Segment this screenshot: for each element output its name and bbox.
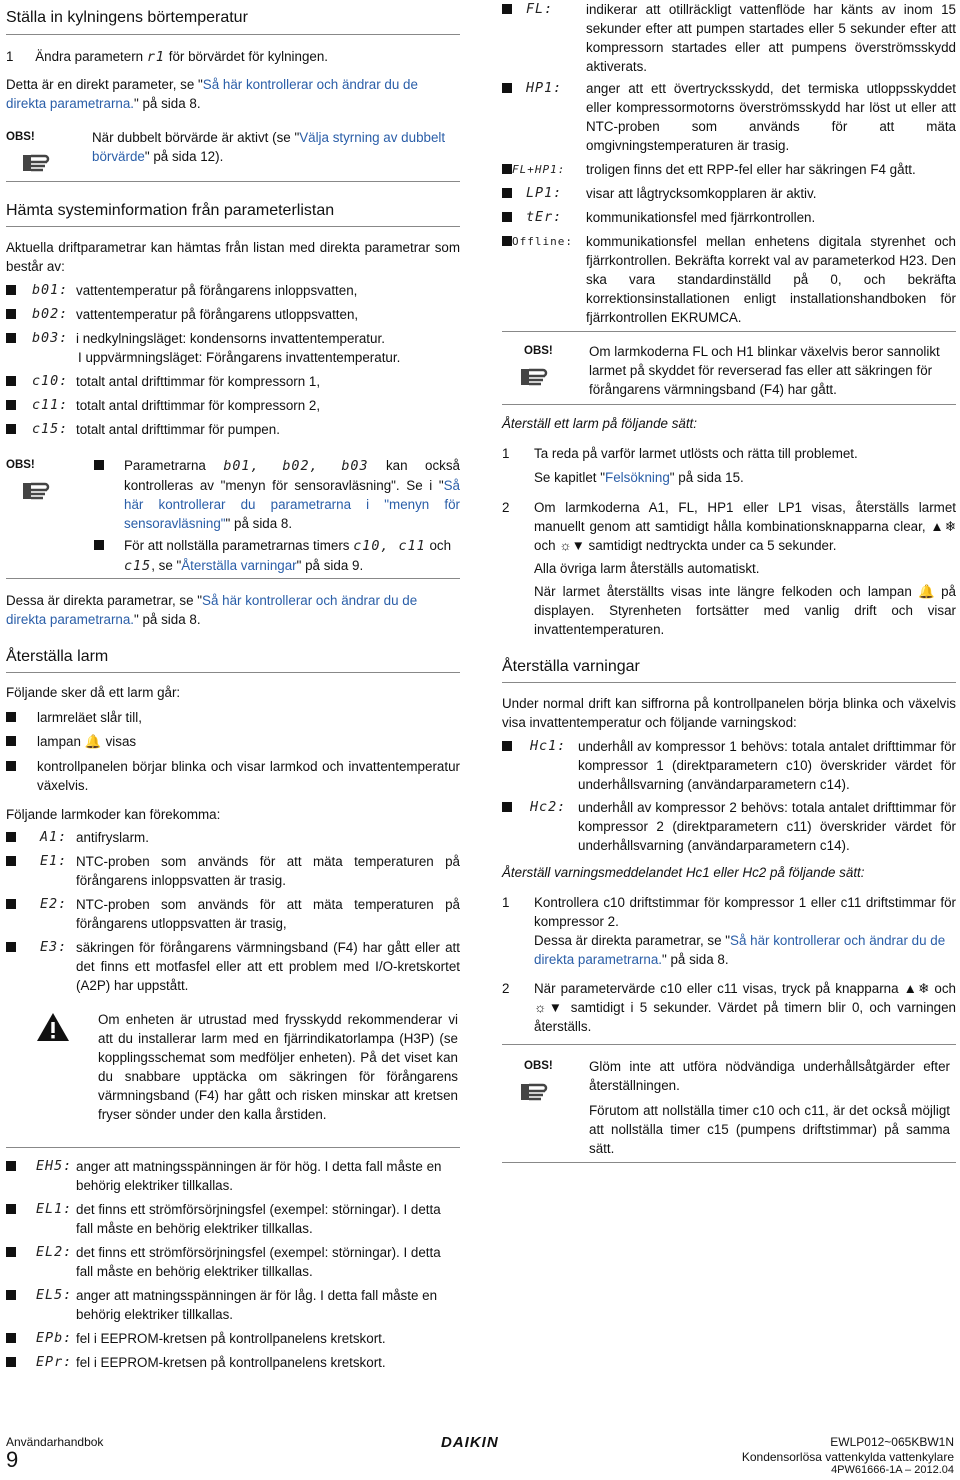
step-sub-text: Se kapitlet "	[534, 470, 606, 485]
param-code: b01:	[32, 283, 69, 298]
alarm-code-text: troligen finns det ett RPP-fel eller har säkringen F4 gått.	[586, 162, 916, 177]
alarm-code-item	[6, 938, 460, 995]
alarm-code: EPr:	[36, 1355, 73, 1370]
alarm-code: E1:	[40, 854, 68, 869]
obs-text: Förutom att nollställa timer c10 och c11, är det också möjligt att nollställa timer c15 (pumpens driftstimmar) på samma sätt.	[589, 1103, 950, 1156]
step-number: 1	[502, 895, 510, 910]
manual-link[interactable]: Så här kontrollerar och ändrar du de direkta parametrarna.	[6, 593, 418, 627]
param-item	[6, 305, 460, 324]
bullet	[94, 540, 104, 550]
manual-link[interactable]: Så här kontrollerar och ändrar du de direkta parametrarna.	[534, 933, 946, 967]
obs-text: Om larmkoderna FL och H1 blinkar växelvis beror sannolikt larmet på skyddet för reverserad fas eller att säkringen för förångarens värmningsband (F4) har gått.	[589, 344, 940, 397]
alarm-code: EPb:	[36, 1331, 73, 1346]
alarm-code-text: indikerar att otillräckligt vattenflöde har känts av inom 15 sekunder efter att pumpen startades eller 5 sekunder efter att kompressorn startades eller att pumpens överströmsskydd aktiverats.	[586, 2, 956, 74]
codes-intro: Följande larmkoder kan förekomma:	[6, 807, 221, 822]
step-number: 2	[502, 981, 510, 996]
bell-icon: 🔔	[84, 734, 102, 749]
step-number: 2	[502, 500, 510, 515]
obs-label: OBS!	[524, 1060, 553, 1072]
alarm-code-text: anger att ett övertrycksskydd, det termiska utloppsskyddet eller kompressormotorns överströmsskydd har löst ut eller att NTC-proben som används för att mäta omgivningstemperaturen är trasig.	[586, 81, 956, 153]
param-code: c10:	[32, 374, 69, 389]
footer-page-number: 9	[6, 1447, 19, 1472]
alarm-code: LP1:	[526, 186, 563, 201]
alarm-code-item	[502, 160, 956, 179]
alarm-item	[6, 757, 460, 795]
obs-text	[92, 128, 460, 166]
alarm-code: tEr:	[526, 210, 563, 225]
obs-text-b: " på sida 12).	[144, 149, 224, 164]
section-title-reset-warnings: Återställa varningar	[502, 658, 640, 675]
divider	[6, 672, 460, 673]
reset-after-b: på displayen. Styrenheten fortsätter med vanlig drift och visar invattentemperaturen.	[534, 584, 956, 637]
alarm-code-text: fel i EEPROM-kretsen på kontrollpanelens kretskort.	[76, 1331, 386, 1346]
divider	[502, 1162, 956, 1163]
note-hand-icon	[22, 478, 54, 500]
obs-text-a: När dubbelt börvärde är aktivt (se "	[92, 130, 300, 145]
section-title-cooling-setpoint: Ställa in kylningens börtemperatur	[6, 9, 248, 26]
divider	[6, 226, 460, 227]
alarm-code: E3:	[40, 940, 68, 955]
step-text-a: Ändra parametern	[35, 49, 144, 64]
manual-link[interactable]: Felsökning	[605, 470, 670, 485]
alarm-code-text: kommunikationsfel mellan enhetens digitala styrenhet och fjärrkontrollen. Bekräfta korrekt val av parameterkod H23. Den ska vara standardinställd på 0, och bekräfta korrektionsinstallationen enligt installationshandboken för fjärrkontrollen EKRUMCA.	[586, 234, 956, 325]
manual-link[interactable]: Så här kontrollerar och ändrar du de direkta parametrarna.	[6, 77, 418, 111]
warning-code-item	[502, 737, 956, 794]
warning-icon	[36, 1012, 70, 1042]
note-text: " på sida 8.	[134, 612, 201, 627]
obs-label: OBS!	[524, 345, 553, 357]
param-text: vattentemperatur på förångarens inloppsvatten,	[76, 283, 358, 298]
reset-after-a: När larmet återställts visas inte längre felkoden och lampan	[534, 584, 912, 599]
manual-link[interactable]: Så här kontrollerar du parametrarna i "menyn för sensoravläsning"	[124, 478, 460, 531]
alarm-code-item	[502, 232, 956, 327]
param-item	[6, 329, 460, 348]
alarm-item	[6, 732, 460, 751]
step-sub	[534, 931, 956, 969]
warn-reset-heading: Återställ varningsmeddelandet Hc1 eller Hc2 på följande sätt:	[502, 865, 865, 880]
param-code: c15:	[32, 422, 69, 437]
divider	[502, 404, 956, 405]
warn-intro: Under normal drift kan siffrorna på kontrollpanelen börja blinka och växelvis visa invattentemperatur och följande varningskod:	[502, 696, 956, 730]
obs-label: OBS!	[6, 459, 35, 471]
param-text: totalt antal drifttimmar för kompressorn 1,	[76, 374, 321, 389]
footer-product: Kondensorlösa vattenkylda vattenkylare	[741, 1450, 954, 1464]
note-hand-icon	[22, 150, 54, 172]
alarm-code-item	[502, 79, 956, 155]
divider	[502, 682, 956, 683]
warning-code-text: underhåll av kompressor 2 behövs: totala antalet drifttimmar för kompressor 2 (direktparametern c11) överskrider värdet för underhållsvarning (användarparametern c14).	[578, 800, 956, 853]
alarm-code-item	[6, 1353, 460, 1372]
param-text: vattentemperatur på förångarens utloppsvatten,	[76, 307, 359, 322]
warning-code-text: underhåll av kompressor 1 behövs: totala antalet drifttimmar för kompressor 1 (direktparametern c10) överskrider värdet för underhållsvarning (användarparametern c14).	[578, 739, 956, 792]
section-title-reset-alarm: Återställa larm	[6, 648, 109, 665]
alarm-code-item	[502, 0, 956, 76]
param-codes: c10, c11	[353, 539, 426, 554]
manual-link[interactable]: Välja styrning av dubbelt börvärde	[92, 130, 446, 164]
obs-text: " på sida 8.	[225, 516, 293, 531]
param-code: c15	[124, 559, 152, 574]
param-text: totalt antal drifttimmar för kompressorn 2,	[76, 398, 321, 413]
reset-auto-text: Alla övriga larm återställs automatiskt.	[534, 561, 760, 576]
footer-manual-label: Användarhandbok	[6, 1435, 104, 1449]
note-hand-icon	[520, 1079, 552, 1101]
alarm-item	[6, 708, 460, 727]
step-number: 1	[6, 49, 14, 64]
bell-icon: 🔔	[914, 584, 939, 599]
alarm-code: Offline:	[512, 235, 573, 248]
step-1	[6, 47, 460, 67]
alarm-code: A1:	[40, 830, 68, 845]
obs-text: och	[429, 538, 452, 553]
obs-text: Glöm inte att utföra nödvändiga underhållsåtgärder efter återställningen.	[589, 1059, 950, 1093]
obs-text: För att nollställa parametrarnas timers	[124, 538, 350, 553]
obs-text: , se "	[151, 558, 182, 573]
alarm-code: EL2:	[36, 1245, 73, 1260]
param-code: c11:	[32, 398, 69, 413]
param-text: totalt antal drifttimmar för pumpen.	[76, 422, 280, 437]
param-code: r1	[146, 50, 165, 65]
step-text: Ta reda på varför larmet utlösts och rätta till problemet.	[534, 446, 858, 461]
obs-text: " på sida 9.	[296, 558, 364, 573]
note-hand-icon	[520, 364, 552, 386]
direct-param-note	[6, 75, 460, 113]
alarm-code-text: NTC-proben som används för att mäta temperaturen på förångarens utloppsvatten är trasig,	[76, 897, 460, 931]
alarm-code-item	[502, 184, 956, 203]
manual-link[interactable]: Återställa varningar	[181, 558, 297, 573]
obs-text: Parametrarna	[124, 458, 206, 473]
footer-doc-number: 4PW61666-1A – 2012.04	[831, 1464, 954, 1476]
bullet	[94, 460, 104, 470]
step-sub-text: " på sida 8.	[662, 952, 729, 967]
alarm-code-text: fel i EEPROM-kretsen på kontrollpanelens kretskort.	[76, 1355, 386, 1370]
step-text: När parametervärde c10 eller c11 visas, tryck på knapparna ▲❄ och ☼▼ samtidigt i 5 sekunder. Värdet på timern blir 0, och varningen återställs.	[534, 981, 956, 1034]
alarm-intro: Följande sker då ett larm går:	[6, 685, 181, 700]
alarm-code-text: NTC-proben som används för att mäta temperaturen på förångarens inloppsvatten är trasig.	[76, 854, 460, 888]
note-text: " på sida 8.	[134, 96, 201, 111]
param-text: i nedkylningsläget: kondensorns invattentemperatur.	[76, 331, 385, 346]
alarm-code-text: det finns ett strömförsörjningsfel (exempel: störningar). I detta fall måste en behörig elektriker tillkallas.	[76, 1202, 441, 1236]
param-codes: b01, b02, b03	[223, 459, 369, 474]
divider	[6, 1147, 460, 1148]
footer-model: EWLP012~065KBW1N	[830, 1435, 954, 1449]
alarm-code-item	[6, 1286, 460, 1324]
alarm-code-item	[6, 852, 460, 890]
note-text: Dessa är direkta parametrar, se "	[6, 593, 203, 608]
param-item	[6, 396, 460, 415]
divider	[6, 34, 460, 35]
step-sub	[534, 468, 956, 487]
alarm-code: FL+HP1:	[512, 163, 566, 176]
intro-text: Aktuella driftparametrar kan hämtas från listan med direkta parametrar som består av:	[6, 240, 460, 274]
reset-heading: Återställ ett larm på följande sätt:	[502, 416, 698, 431]
alarm-code-item	[6, 895, 460, 933]
param-item	[6, 372, 460, 391]
divider	[6, 181, 460, 182]
alarm-code-item	[6, 1243, 460, 1281]
warning-code-item	[502, 798, 956, 855]
alarm-item-text: kontrollpanelen börjar blinka och visar larmkod och invattentemperatur växelvis.	[37, 759, 460, 793]
obs-bullet-text	[124, 456, 460, 533]
step-sub-text: " på sida 15.	[669, 470, 744, 485]
warning-code: Hc2:	[530, 800, 567, 815]
param-code: b02:	[32, 307, 69, 322]
alarm-item-text: larmreläet slår till,	[37, 710, 142, 725]
divider	[502, 1044, 956, 1045]
alarm-code-item	[6, 828, 460, 847]
alarm-code-text: visar att lågtrycksomkopplaren är aktiv.	[586, 186, 817, 201]
alarm-code: E2:	[40, 897, 68, 912]
warning-code: Hc1:	[530, 739, 567, 754]
alarm-code-text: anger att matningsspänningen är för hög. I detta fall måste en behörig elektriker tillkallas.	[76, 1159, 442, 1193]
param-item	[6, 420, 460, 439]
step-sub-text: Dessa är direkta parametrar, se "	[534, 933, 731, 948]
alarm-code-item	[6, 1200, 460, 1238]
alarm-code: HP1:	[526, 81, 563, 96]
alarm-code: FL:	[526, 2, 554, 17]
brand-logo: DAIKIN	[441, 1434, 499, 1451]
alarm-code-item	[6, 1157, 460, 1195]
direct-param-note	[6, 591, 460, 629]
step-text: Om larmkoderna A1, FL, HP1 eller LP1 visas, återställs larmet manuellt genom att samtidigt hålla kombinationsknapparna clear, ▲❄ och ☼▼ samtidigt nedtryckta under ca 5 sekunder.	[534, 500, 956, 553]
alarm-code-text: anger att matningsspänningen är för låg. I detta fall måste en behörig elektriker tillkallas.	[76, 1288, 438, 1322]
alarm-code-text: säkringen för förångarens värmningsband (F4) har gått eller att det finns ett motfasfel eller att ett problem med I/O-kretskortet (A2P) har uppstått.	[76, 940, 460, 993]
step-text: Kontrollera c10 driftstimmar för kompressor 1 eller c11 driftstimmar för kompressor 2.	[534, 895, 956, 929]
divider	[502, 331, 956, 332]
alarm-code-item	[502, 208, 956, 227]
obs-label: OBS!	[6, 131, 35, 143]
step-number: 1	[502, 446, 510, 461]
param-text-continued: I uppvärmningsläget: Förångarens invattentemperatur.	[78, 350, 401, 365]
section-title-system-info: Hämta systeminformation från parameterlistan	[6, 202, 335, 219]
step-text-b: för börvärdet för kylningen.	[168, 49, 329, 64]
alarm-item-text: visas	[105, 734, 137, 749]
alarm-code-text: kommunikationsfel med fjärrkontrollen.	[586, 210, 816, 225]
alarm-code: EL1:	[36, 1202, 73, 1217]
alarm-code-text: antifryslarm.	[76, 830, 149, 845]
alarm-code-item	[6, 1329, 460, 1348]
alarm-code-text: det finns ett strömförsörjningsfel (exempel: störningar). I detta fall måste en behörig elektriker tillkallas.	[76, 1245, 441, 1279]
divider	[6, 578, 460, 579]
param-item	[6, 281, 460, 300]
note-text: Detta är en direkt parameter, se "	[6, 77, 203, 92]
reset-after-text	[534, 582, 956, 639]
alarm-code: EH5:	[36, 1159, 73, 1174]
alarm-code: EL5:	[36, 1288, 73, 1303]
obs-text: kan också kontrolleras av "menyn för sensoravläsning". Se i "	[124, 458, 460, 493]
warning-text: Om enheten är utrustad med frysskydd rekommenderar vi att du installerar larm med en fjärrindikatorlampa (H3P) (se kopplingsschemat som medföljer enheten). På det viset kan du snabbare upptäcka om säkringen för förångarens värmningsband (F4) har gått och risken minskar att kretsen fryser sönder under den kalla årstiden.	[98, 1012, 458, 1122]
obs-bullet-text	[124, 536, 460, 576]
alarm-item-text: lampan	[37, 734, 81, 749]
param-code: b03:	[32, 331, 69, 346]
